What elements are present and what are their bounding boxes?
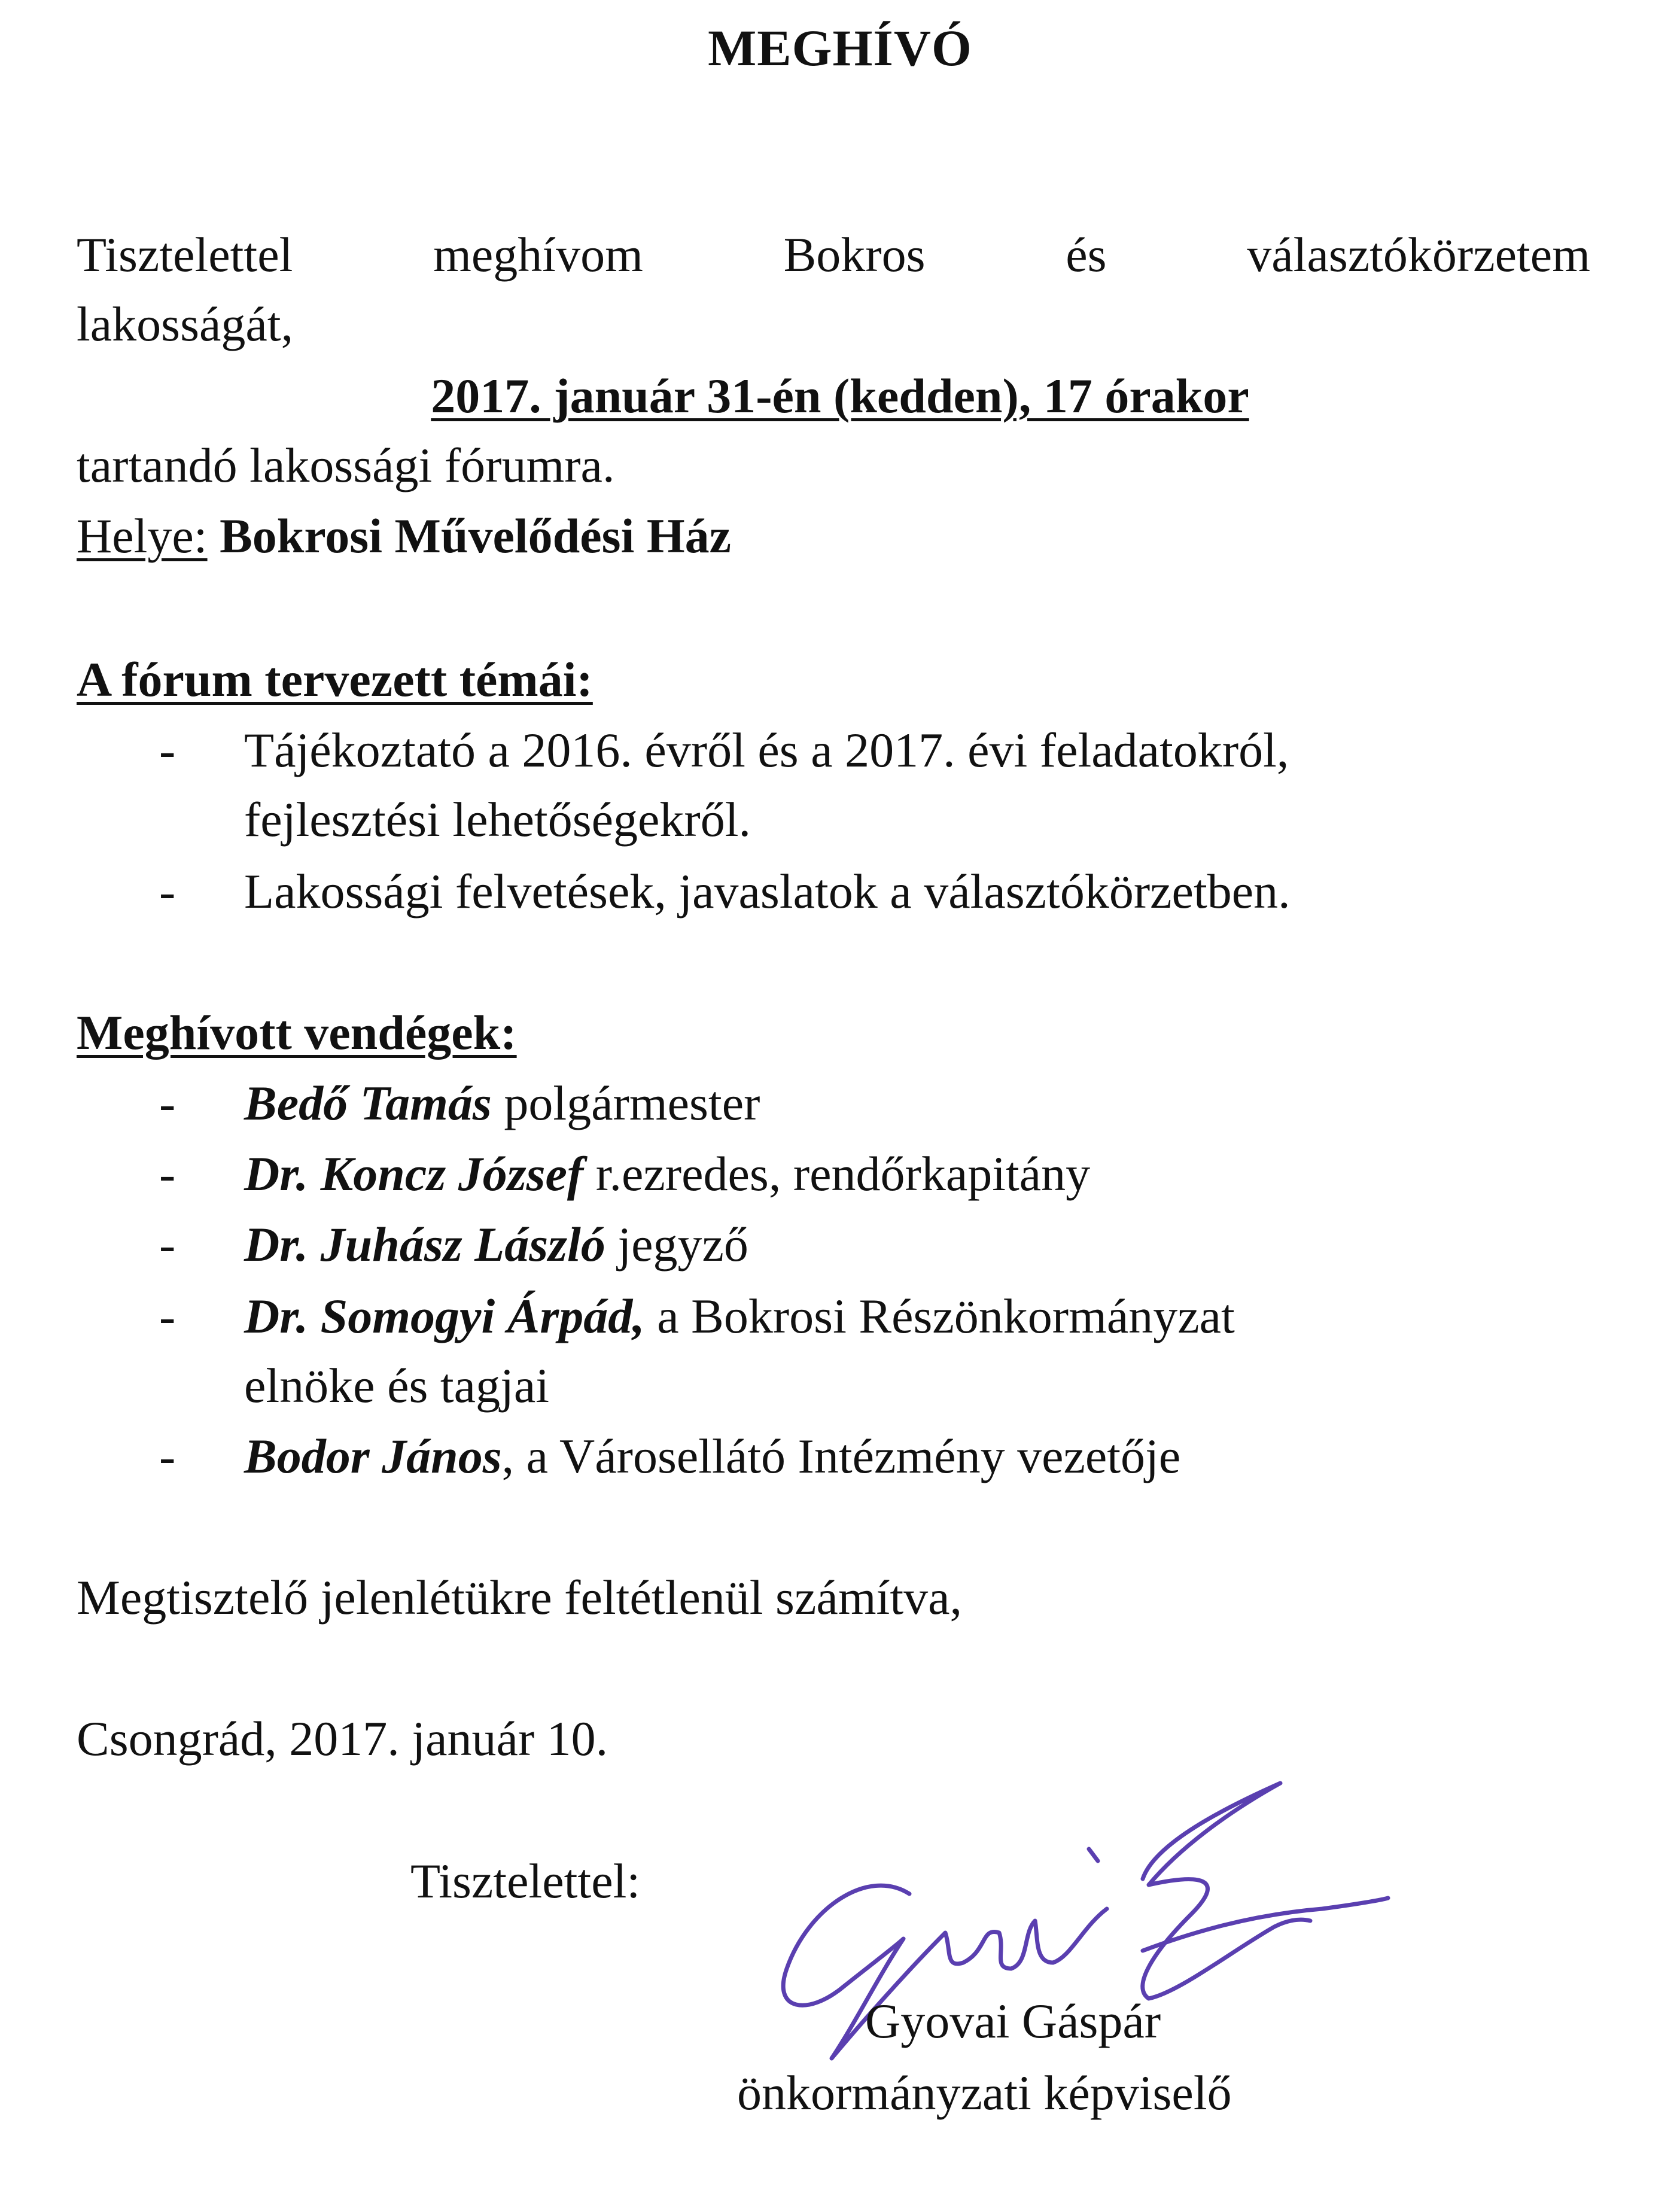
place-label: Helye: bbox=[77, 509, 208, 563]
guest-name: Dr. Koncz József bbox=[244, 1146, 584, 1201]
event-date: 2017. január 31-én (kedden), 17 órakor bbox=[431, 369, 1249, 423]
intro-line-1 bbox=[77, 225, 1590, 285]
signer-title: önkormányzati képviselő bbox=[737, 2066, 1232, 2120]
guest-dash: - bbox=[159, 1289, 176, 1343]
place-line bbox=[77, 506, 731, 566]
topic-dash: - bbox=[159, 864, 176, 918]
guest-item-3 bbox=[244, 1215, 748, 1275]
guest-name: Bodor János bbox=[244, 1429, 502, 1483]
guest-role: polgármester bbox=[491, 1076, 760, 1130]
guest-dash: - bbox=[159, 1146, 176, 1201]
guests-heading bbox=[77, 1003, 517, 1063]
guest-dash: - bbox=[159, 1076, 176, 1130]
topics-heading bbox=[77, 650, 593, 710]
guest-dash: - bbox=[159, 1217, 176, 1272]
topic-item-1-line-1: Tájékoztató a 2016. évről és a 2017. évi feladatokról, bbox=[244, 723, 1289, 777]
intro-line-2: lakosságát, bbox=[77, 297, 294, 351]
guest-name: Bedő Tamás bbox=[244, 1076, 492, 1130]
topic-item-1-line-2: fejlesztési lehetőségekről. bbox=[244, 792, 751, 847]
intro-word: meghívom bbox=[433, 227, 643, 282]
guest-item-1 bbox=[244, 1073, 760, 1133]
topic-dash: - bbox=[159, 723, 176, 777]
guest-role: , a Városellátó Intézmény vezetője bbox=[501, 1429, 1181, 1483]
event-date-line bbox=[0, 366, 1680, 426]
guest-item-4 bbox=[244, 1286, 1235, 1346]
guest-name: Dr. Somogyi Árpád, bbox=[244, 1289, 645, 1343]
place-date: Csongrád, 2017. január 10. bbox=[77, 1711, 608, 1766]
intro-word: Tisztelettel bbox=[77, 227, 293, 282]
intro-word: Bokros bbox=[783, 227, 926, 282]
place-value: Bokrosi Művelődési Ház bbox=[220, 509, 732, 563]
guest-dash: - bbox=[159, 1429, 176, 1483]
topic-item-2: Lakossági felvetések, javaslatok a választókörzetben. bbox=[244, 864, 1291, 918]
guest-role: jegyző bbox=[605, 1217, 748, 1272]
intro-word: és bbox=[1066, 227, 1107, 282]
guest-item-5 bbox=[244, 1427, 1180, 1486]
guest-role: r.ezredes, rendőrkapitány bbox=[583, 1146, 1091, 1201]
guest-item-2 bbox=[244, 1144, 1090, 1204]
closing-line: Megtisztelő jelenlétükre feltétlenül számítva, bbox=[77, 1570, 963, 1625]
intro-word: választókörzetem bbox=[1247, 227, 1590, 282]
regards: Tisztelettel: bbox=[410, 1854, 641, 1908]
guest-item-4-line-2: elnöke és tagjai bbox=[244, 1358, 550, 1413]
guests-heading-text: Meghívott vendégek: bbox=[77, 1005, 517, 1060]
document-title: MEGHÍVÓ bbox=[708, 19, 972, 77]
intro-line-4: tartandó lakossági fórumra. bbox=[77, 438, 615, 492]
guest-role: a Bokrosi Részönkormányzat bbox=[644, 1289, 1235, 1343]
signer-name: Gyovai Gáspár bbox=[865, 1994, 1161, 2048]
guest-name: Dr. Juhász László bbox=[244, 1217, 605, 1272]
topics-heading-text: A fórum tervezett témái: bbox=[77, 652, 593, 707]
